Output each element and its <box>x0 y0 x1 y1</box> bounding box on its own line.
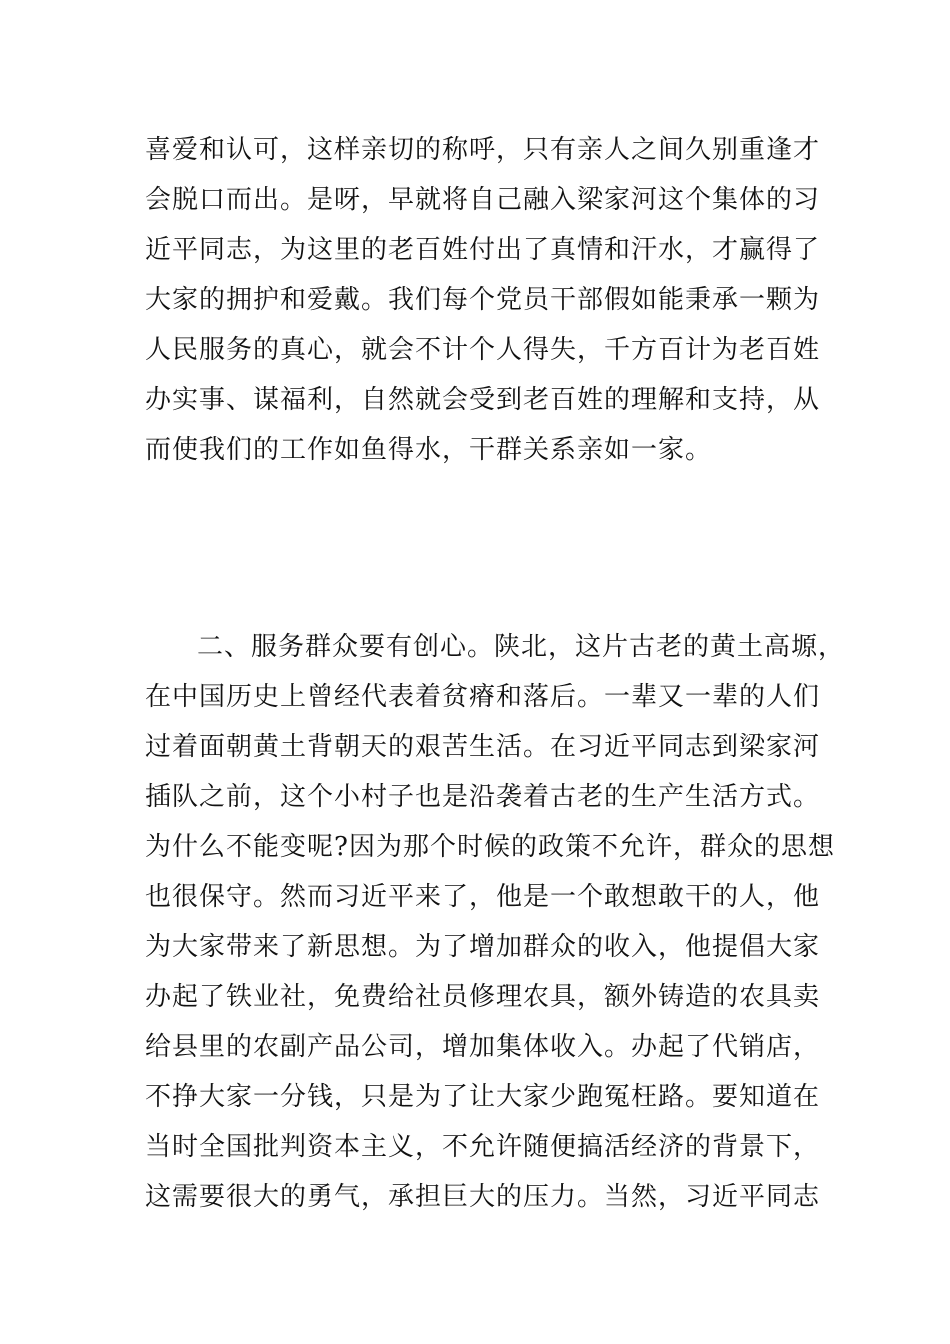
text-line: 人民服务的真心，就会不计个人得失，千方百计为老百姓 <box>145 335 821 365</box>
text-line: 喜爱和认可，这样亲切的称呼，只有亲人之间久别重逢才 <box>145 135 821 165</box>
text-line: 过着面朝黄土背朝天的艰苦生活。在习近平同志到梁家河 <box>145 732 821 762</box>
text-line: 为大家带来了新思想。为了增加群众的收入，他提倡大家 <box>145 932 821 962</box>
text-line: 为什么不能变呢?因为那个时候的政策不允许，群众的思想 <box>145 832 835 862</box>
text-line: 在中国历史上曾经代表着贫瘠和落后。一辈又一辈的人们 <box>145 682 821 712</box>
text-line: 给县里的农副产品公司，增加集体收入。办起了代销店， <box>145 1032 821 1062</box>
text-line: 办起了铁业社，免费给社员修理农具，额外铸造的农具卖 <box>145 982 821 1012</box>
text-line: 不挣大家一分钱，只是为了让大家少跑冤枉路。要知道在 <box>145 1082 821 1112</box>
text-line-indented: 二、服务群众要有创心。陕北，这片古老的黄土高塬， <box>197 632 846 662</box>
text-line: 而使我们的工作如鱼得水，干群关系亲如一家。 <box>145 435 713 465</box>
text-line: 会脱口而出。是呀，早就将自己融入梁家河这个集体的习 <box>145 185 821 215</box>
paragraph-1 <box>145 125 821 475</box>
text-line: 也很保守。然而习近平来了，他是一个敢想敢干的人，他 <box>145 882 821 912</box>
text-line: 近平同志，为这里的老百姓付出了真情和汗水，才赢得了 <box>145 235 821 265</box>
text-line: 办实事、谋福利，自然就会受到老百姓的理解和支持，从 <box>145 385 821 415</box>
paragraph-2 <box>145 622 846 1222</box>
text-line: 当时全国批判资本主义，不允许随便搞活经济的背景下， <box>145 1132 821 1162</box>
text-line: 大家的拥护和爱戴。我们每个党员干部假如能秉承一颗为 <box>145 285 821 315</box>
text-line: 这需要很大的勇气，承担巨大的压力。当然，习近平同志 <box>145 1182 821 1212</box>
text-line: 插队之前，这个小村子也是沿袭着古老的生产生活方式。 <box>145 782 821 812</box>
